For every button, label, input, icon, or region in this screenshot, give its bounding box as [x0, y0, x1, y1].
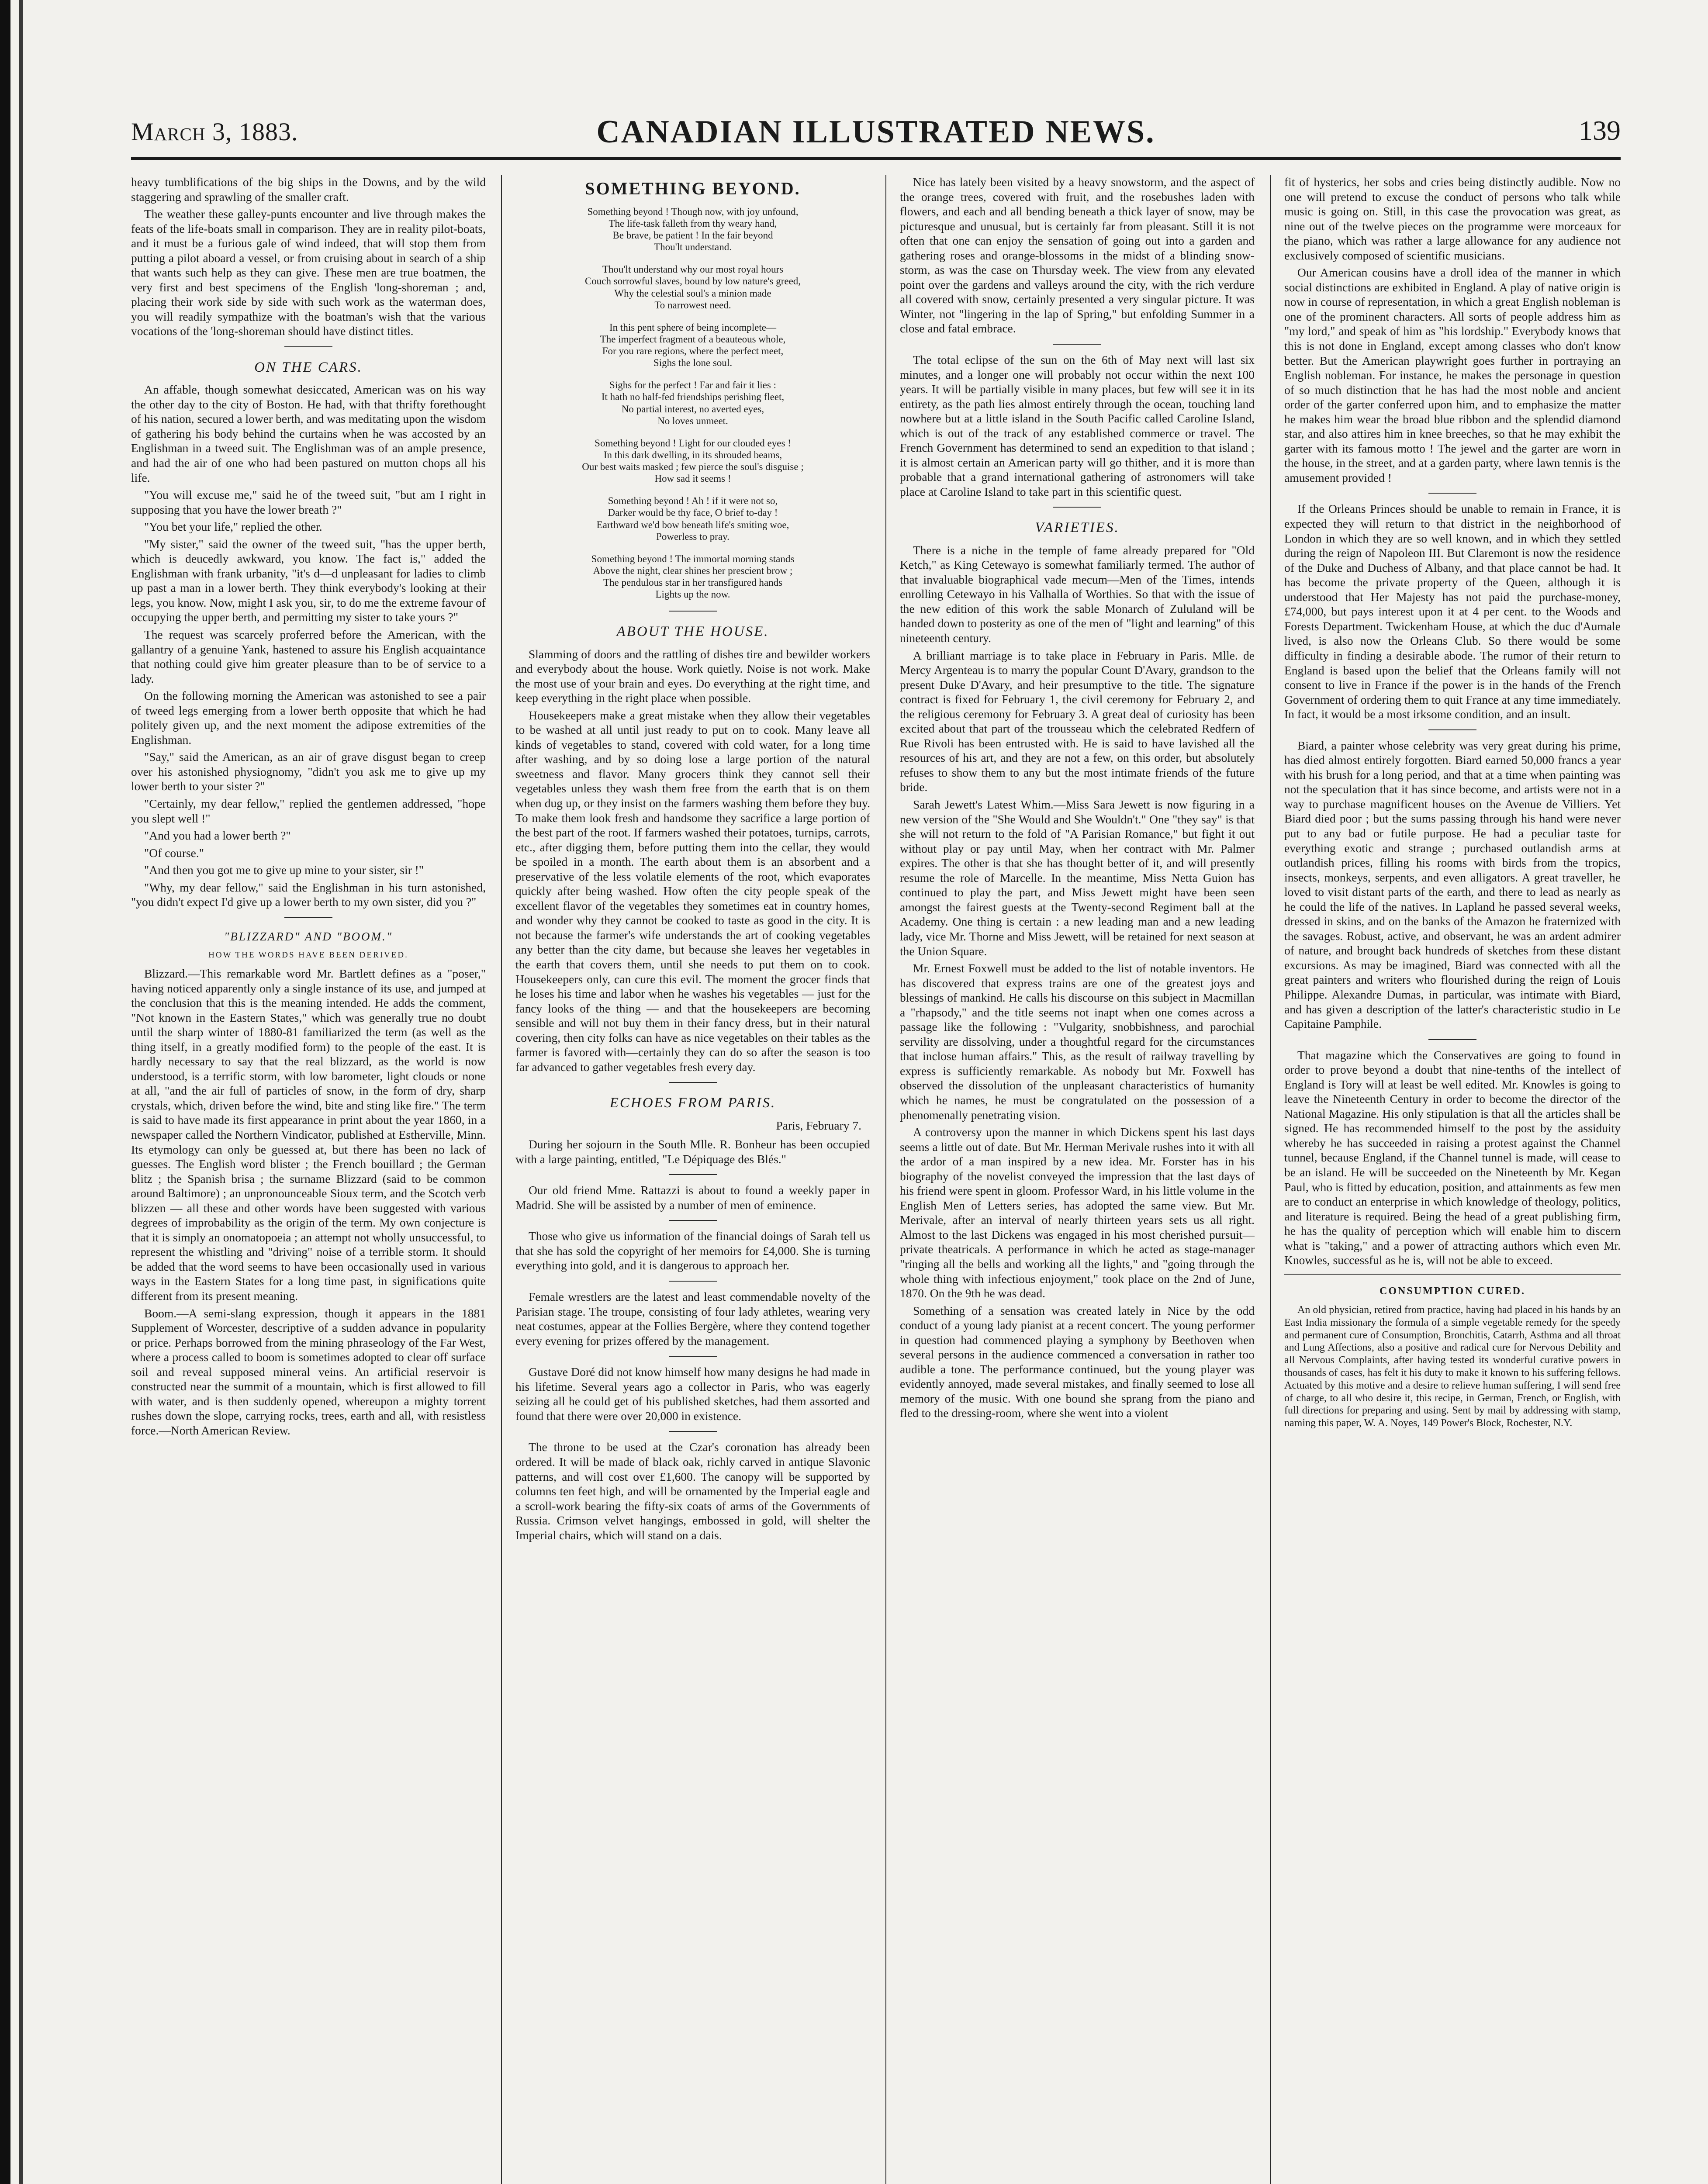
poem-line: In this dark dwelling, in its shrouded beams, — [603, 449, 782, 460]
paragraph: If the Orleans Princes should be unable to remain in France, it is expected they will return to that district in the neighborhood of London in which they are so well known, and in which they settled during the reign of Napoleon III. But Claremont is now the residence of the Duke and Duchess of Albany, and that place cannot be had. It has become the private property of the Queen, although it is understood that Her Majesty has not paid the purchase-money, £74,000, but pays interest upon it at 4 per cent. to the Woods and Forests Department. Twickenham House, at which the duc d'Aumale lived, is also now the Orleans Club. So there would be some difficulty in finding a desirable abode. The rumor of their return to England is based upon the belief that the Orleans family will not consent to live in France if the power is in the hands of the French Government of ordering them to quit France at any time immediately. In fact, it would be a most irksome condition, and an insult. — [1284, 502, 1621, 721]
poem-line: Sighs the lone soul. — [653, 357, 733, 369]
poem-stanza — [515, 495, 870, 543]
paragraph: Nice has lately been visited by a heavy snowstorm, and the aspect of the orange trees, covered with fruit, and the rosebushes laden with flowers, and each and all bending beneath a thick layer of snow, may be picturesque and unusual, but is certainly far from pleasant. Still it is not often that one can enjoy the sensation of going out into a garden and gathering roses and orange-blossoms in the midst of a blinding snow-storm, as was the case on Thursday week. The view from any elevated point over the gardens and valleys around the city, with the rich verdure all covered with snow, certainly presented a very singular picture. It was Winter, not "lingering in the lap of Spring," but enfolding Summer in a close and fatal embrace. — [900, 175, 1255, 335]
separator — [1053, 507, 1101, 508]
publication-title: CANADIAN ILLUSTRATED NEWS. — [596, 114, 1155, 150]
masthead — [131, 109, 1621, 160]
paragraph: The throne to be used at the Czar's coronation has already been ordered. It will be made of black oak, richly carved in antique Slavonic patterns, and will cost over £1,600. The canopy will be supported by columns ten feet high, and will be ornamented by the Imperial eagle and a scroll-work bearing the fifty-six coats of arms of the Governments of Russia. Crimson velvet hangings, embossed in gold, will shelter the Imperial chairs, which will stand on a dais. — [515, 1440, 870, 1542]
paragraph: "Certainly, my dear fellow," replied the gentlemen addressed, "hope you slept well !" — [131, 797, 486, 825]
poem-stanza — [515, 379, 870, 427]
newspaper-page — [131, 109, 1621, 2184]
poem-line: Something beyond ! Light for our clouded eyes ! — [595, 437, 791, 449]
paragraph: There is a niche in the temple of fame already prepared for "Old Ketch," as King Cetewayo is somewhat familiarly termed. The author of that invaluable biographical vade mecum—Men of the Times, intends enrolling Cetewayo in his Valhalla of Worthies. So that with the issue of the new edition of this work the sable Monarch of Zululand will be handed down to posterity as one of the men of "light and learning" of this nineteenth century. — [900, 543, 1255, 645]
column-rule — [1270, 175, 1271, 2184]
poem-stanza — [515, 437, 870, 485]
poem-line: Something beyond ! Ah ! if it were not so, — [608, 495, 778, 507]
paragraph: "Why, my dear fellow," said the Englishman in his turn astonished, "you didn't expect I'd give up a lower berth to my own sister, did you ?" — [131, 880, 486, 909]
column-1 — [131, 175, 486, 2184]
separator — [669, 611, 717, 612]
paragraph: That magazine which the Conservatives are going to found in order to prove beyond a doubt that nine-tenths of the intellect of England is Tory will at least be well edited. Mr. Knowles is going to leave the Nineteenth Century in order to become the director of the National Magazine. His only stipulation is that all the articles shall be signed. He has recommended himself to the post by the assiduity whereby he has succeeded in raising a protest against the Channel tunnel, because England, if the Channel tunnel is made, will cease to be an island. He will be succeeded on the Nineteenth by Mr. Kegan Paul, who is fitted by education, position, and attainments as few men are to conduct an enterprise in which knowledge of theology, politics, and literature is required. Being the head of a great publishing firm, he has the quality of perception which will enable him to discern what is "taking," and a power of attracting authors which even Mr. Knowles, successful as he is, will not be able to exceed. — [1284, 1048, 1621, 1267]
poem-line: How sad it seems ! — [654, 473, 731, 484]
columns — [131, 175, 1621, 2184]
poem-line: For you rare regions, where the perfect meet, — [602, 346, 784, 357]
separator-long — [1284, 1274, 1621, 1275]
paragraph: Slamming of doors and the rattling of dishes tire and bewilder workers and everybody about the house. Work quietly. Noise is not work. Make the most use of your brain and eyes. Do everything at the right time, and keep everything in the right place when possible. — [515, 647, 870, 705]
poem-line: Sighs for the perfect ! Far and fair it lies : — [609, 380, 776, 391]
paragraph: Mr. Ernest Foxwell must be added to the list of notable inventors. He has discovered that express trains are one of the greatest joys and blessings of mankind. He calls his discourse on this subject in Macmillan a "rhapsody," and the title seems not inapt when one comes across a passage like the following : "Vulgarity, snobbishness, and parochial servility are dissolving, under a thoughtful regard for the circumstances that inclose human affairs." This, as the result of railway travelling by express is sufficiently remarkable. As nobody but Mr. Foxwell has observed the dissolution of the unpleasant characteristics of humanity which he names, he must be congratulated on the possession of a phenomenally penetrating vision. — [900, 961, 1255, 1122]
paragraph: "Of course." — [144, 846, 204, 860]
paragraph: An affable, though somewhat desiccated, American was on his way the other day to the city of Boston. He had, with that thrifty forethought of his nation, secured a lower berth, and was meditating upon the wisdom of gathering his body behind the curtains when he was accosted by an Englishman in a tweed suit. The Englishman was of an ample presence, and had the air of one who had been pastured on mutton chops all his life. — [131, 383, 486, 484]
issue-date: March 3, 1883. — [131, 117, 298, 146]
paragraph: Something of a sensation was created lately in Nice by the odd conduct of a young lady pianist at a recent concert. The young performer in question had commenced playing a symphony by Beethoven when several persons in the audience commenced a conversation in rather too audible a tone. The performance continued, but the young player was evidently annoyed, made several mistakes, and finally seemed to lose all memory of the music. With one bound she sprang from the piano and fled to the dressing-room, where she went into a violent — [900, 1303, 1255, 1420]
separator — [669, 1431, 717, 1432]
separator — [669, 1356, 717, 1357]
separator — [669, 1082, 717, 1083]
poem-line: Be brave, be patient ! In the fair beyond — [612, 230, 773, 241]
poem-stanza — [515, 321, 870, 369]
heading-echoes-from-paris: ECHOES FROM PARIS. — [609, 1095, 776, 1111]
paragraph: "And then you got me to give up mine to your sister, sir !" — [144, 863, 424, 877]
poem-line: In this pent sphere of being incomplete— — [609, 321, 776, 333]
poem-line: The imperfect fragment of a beauteous whole, — [600, 333, 786, 345]
paragraph: A controversy upon the manner in which Dickens spent his last days seems a little out of date. But Mr. Herman Merivale rushes into it with all the ardor of a man inspired by a new idea. Mr. Forster has in his biography of the novelist conveyed the impression that the last days of his friend were spent in gloom. Professor Ward, in his little volume in the English Men of Letters series, has adopted the same view. But Mr. Merivale, after an interval of nearly thirteen years sets us all right. Almost to the last Dickens was engaged in his most cherished pursuit—private theatricals. A performance in which he acted as stage-manager "ringing all the bells and working all the lights," and "going through the whole thing with infectious enjoyment," took place on the 2nd of June, 1870. On the 9th he was dead. — [900, 1125, 1255, 1300]
paragraph: fit of hysterics, her sobs and cries being distinctly audible. Now no one will pretend to excuse the conduct of persons who talk while music is going on. Still, in this case the provocation was great, as nine out of the twelve pieces on the programme were morceaux for the piano, which was rather a large allowance for any audience not exclusively composed of scientific musicians. — [1284, 175, 1621, 262]
separator — [669, 1281, 717, 1282]
paragraph: "Say," said the American, as an air of grave disgust began to creep over his astonished physiognomy, "didn't you ask me to give up my lower berth to your sister ?" — [131, 750, 486, 793]
poem-line: The pendulous star in her transfigured hands — [603, 577, 783, 588]
paragraph: Our old friend Mme. Rattazzi is about to found a weekly paper in Madrid. She will be assisted by a number of men of eminence. — [515, 1183, 870, 1212]
poem-line: Earthward we'd bow beneath life's smiting woe, — [596, 519, 789, 530]
paragraph: "You will excuse me," said he of the tweed suit, "but am I right in supposing that you have the lower breath ?" — [131, 488, 486, 516]
column-rule — [885, 175, 886, 2184]
paragraph: Housekeepers make a great mistake when they allow their vegetables to be washed at all until just ready to put on to cook. Many leave all kinds of vegetables to stand, covered with cold water, for a long time after washing, and by so doing lose a large portion of the natural sweetness and flavor. Many grocers think they cannot sell their vegetables unless they wash them free from the earth that is on them when dug up, or they insist on the farmers washing them before they buy. To make them look fresh and handsome they sacrifice a large portion of the best part of the root. If farmers washed their potatoes, turnips, carrots, etc., after digging them, before putting them into the cellar, they would be spoiled in a month. The earth about them is an absorbent and a preservative of the less volatile elements of the root, which evaporates quickly after being washed. How often the city people speak of the excellent flavor of the vegetables they sometimes eat in country homes, and wonder why they cannot be cooked to taste as good in the city. It is not because the farmer's wife understands the art of cooking vegetables any better than the city dame, but because she leaves her vegetables in the earth that covers them, until she needs to put them on to cook. Housekeepers only, can cure this evil. The moment the grocer finds that he loses his time and labor when he washes his vegetables — just for the fancy looks of the thing — and that the housekeepers are becoming sensible and will not buy them in their fancy dress, but in their natural covering, then city folks can have as nice vegetables on their tables as the farmer is favored with—certainly they can do so after the season is too far advanced to gather vegetables fresh every day. — [515, 708, 870, 1074]
poem-line: Powerless to pray. — [656, 531, 730, 542]
separator — [669, 1174, 717, 1175]
paragraph: Gustave Doré did not know himself how many designs he had made in his lifetime. Several years ago a collector in Paris, who was eagerly seizing all he could get of his published sketches, had them assorted and found that there were over 20,000 in existence. — [515, 1365, 870, 1423]
heading-about-the-house: ABOUT THE HOUSE. — [616, 624, 769, 640]
paragraph: "My sister," said the owner of the tweed suit, "has the upper berth, which is deucedly awkward, you know. The fact is," added the Englishman with frank urbanity, "it's d—d unpleasant for ladies to climb up past a man in a lower berth. They think everybody's looking at their legs, you know. Now, might I ask you, sir, to do me the extreme favour of occupying the upper berth, and permitting my sister to take yours ?" — [131, 537, 486, 624]
separator — [1053, 344, 1101, 345]
binding-edge — [0, 0, 10, 2184]
poem-line: Our best waits masked ; few pierce the soul's disguise ; — [582, 461, 804, 473]
paragraph: Female wrestlers are the latest and least commendable novelty of the Parisian stage. The troupe, consisting of four lady athletes, wearing very neat costumes, appear at the Follies Bergère, where they contend together every evening for prizes offered by the management. — [515, 1290, 870, 1348]
separator — [669, 1220, 717, 1221]
poem-line: Thou'lt understand. — [654, 242, 732, 253]
poem-line: Something beyond ! Though now, with joy unfound, — [587, 206, 799, 217]
poem-line: It hath no half-fed friendships perishing fleet, — [601, 391, 785, 403]
poem-line: Above the night, clear shines her prescient brow ; — [593, 565, 793, 576]
poem-line: Couch sorrowful slaves, bound by low nature's greed, — [584, 276, 801, 287]
paragraph: The weather these galley-punts encounter and live through makes the feats of the life-boats small in comparison. They are in reality pilot-boats, and it must be a furious gale of wind indeed, that will stop them from putting a pilot aboard a vessel, or from cruising about in search of a ship that wants such help as they can give. These men are true boatmen, the very first and best specimens of the English 'long-shoreman ; and, placing their work side by side with such work as the waterman does, you will readily sympathize with the boatman's wish that the various vocations of the 'long-shoreman should have distinct titles. — [131, 207, 486, 338]
paragraph: On the following morning the American was astonished to see a pair of tweed legs emerging from a lower berth opposite that which he had politely given up, and the next moment the adipose extremities of the Englishman. — [131, 689, 486, 746]
subheading-words-derived: HOW THE WORDS HAVE BEEN DERIVED. — [208, 950, 408, 960]
binding-shadow — [19, 0, 23, 2184]
separator — [284, 917, 332, 918]
poem-line: The life-task falleth from thy weary hand, — [609, 218, 777, 229]
poem-stanza — [515, 553, 870, 601]
paragraph: Our American cousins have a droll idea of the manner in which social distinctions are exhibited in England. A play of native origin is now in course of representation, in which a great English nobleman is one of the prominent characters. All sorts of people address him as "my lord," and speak of him as "his lordship." Everybody knows that this is not done in England, except among classes who don't know better. But the American playwright goes further in portraying an English nobleman. For instance, he makes the personage in question of so much distinction that he has had the most noble and ancient order of the garter conferred upon him, and to emphasize the matter he makes him wear the broad blue ribbon and the splendid diamond star, and also attires him in knee breeches, so that he may exhibit the garter with its famous motto ! The jewel and the garter are worn in the house, in the street, and at a garden party, where lawn tennis is the amusement provided ! — [1284, 266, 1621, 484]
heading-varieties: VARIETIES. — [1035, 520, 1120, 536]
paragraph: Those who give us information of the financial doings of Sarah tell us that she has sold the copyright of her memoirs for £4,000. She is turning everything into gold, and it is dangerous to approach her. — [515, 1229, 870, 1272]
poem-line: Lights up the now. — [655, 589, 730, 600]
paragraph: "You bet your life," replied the other. — [144, 520, 322, 534]
heading-blizzard-and-boom: "BLIZZARD" AND "BOOM." — [224, 930, 393, 943]
paragraph: Boom.—A semi-slang expression, though it appears in the 1881 Supplement of Worcester, descriptive of a sudden advance in popularity or price. Perhaps borrowed from the mining phraseology of the Far West, where a process called to boom is sometimes adopted to clear off surface soil and reveal supposed mineral veins. An artificial reservoir is constructed near the summit of a mountain, which is first allowed to fill with water, and is then suddenly opened, whereupon a mighty torrent rushes down the slope, carrying rocks, trees, earth and all, with resistless force.—North American Review. — [131, 1306, 486, 1437]
dateline: Paris, February 7. — [776, 1118, 861, 1132]
poem-line: No loves unmeet. — [657, 415, 728, 426]
poem-line: Darker would be thy face, O brief to-day ! — [608, 507, 778, 518]
poem — [515, 206, 870, 601]
separator — [1428, 729, 1476, 730]
paragraph: Sarah Jewett's Latest Whim.—Miss Sara Jewett is now figuring in a new version of the "She Would and She Wouldn't." One "they say" is that she will not return to the fold of "A Parisian Romance," but fight it out without play or pay until May, when her contract with Mr. Palmer expires. The other is that she has thought better of it, and will presently resume the role of Marcelle. In the meantime, Miss Netta Guion has continued to play the part, and Miss Jewett might have been seen amongst the fairest guests at the Twenty-second Regiment ball at the Academy. One thing is certain : a new leading man and a new leading lady, vice Mr. Thorne and Miss Jewett, will be retained for next season at the Union Square. — [900, 798, 1255, 958]
paragraph: "And you had a lower berth ?" — [144, 829, 291, 843]
separator — [1428, 1039, 1476, 1040]
paragraph: Biard, a painter whose celebrity was very great during his prime, has died almost entirely forgotten. Biard earned 50,000 francs a year with his brush for a long period, and that at a time when painting was not the speculation that it has since become, and artists were not in a way to purchase magnificent houses on the Avenue de Villiers. Yet Biard died poor ; but the sums passing through his hand were never put to any bad or futile purpose. He had a peculiar taste for everything exotic and strange ; purchased outlandish arms at outlandish prices, filling his rooms with birds from the tropics, insects, monkeys, serpents, and even alligators. A great traveller, he loved to visit distant parts of the earth, and there to lead as nearly as he could the life of the natives. In Lapland he passed several weeks, dressed in skins, and on the banks of the Amazon he fraternized with the savages. Robust, active, and observant, he was an ardent admirer of nature, and brought back hundreds of sketches from these distant excursions. As may be imagined, Biard was connected with all the great painters and writers who flourished during the reign of Louis Philippe. Alexandre Dumas, in particular, was intimate with Biard, and has given a description of the latter's characteristic studio in Le Capitaine Pamphile. — [1284, 738, 1621, 1031]
paragraph: During her sojourn in the South Mlle. R. Bonheur has been occupied with a large painting, entitled, "Le Dépiquage des Blés." — [515, 1137, 870, 1166]
separator — [284, 346, 332, 347]
column-rule — [501, 175, 502, 2184]
paragraph: The total eclipse of the sun on the 6th of May next will last six minutes, and a longer one will probably not occur within the next 100 years. It will be partially visible in many places, but few will see it in its entirety, as the path lies almost entirely through the ocean, touching land nowhere but at a little island in the South Pacific called Caroline Island, which is out of the track of any established commerce or travel. The French Government has determined to send an expedition to that island ; it is almost certain an American party will go thither, and it is more than probable that a grand international gathering of astronomers will take place at Caroline Island to take part in this scientific quest. — [900, 353, 1255, 498]
heading-consumption-cured: CONSUMPTION CURED. — [1379, 1285, 1525, 1297]
column-2 — [515, 175, 870, 2184]
poem-stanza — [515, 206, 870, 253]
paragraph: A brilliant marriage is to take place in February in Paris. Mlle. de Mercy Argenteau is to marry the popular Count D'Avary, grandson to the present Duke D'Avary, and heir presumptive to the title. The signature contract is fixed for February 1, the civil ceremony for February 2, and the religious ceremony for February 3. A great deal of curiosity has been excited about that part of the trousseau which the celebrated Redfern of Rue Rivoli has been entrusted with. He is said to have lavished all the resources of his art, and they are not a few, on this order, but absolutely refuses to show them to any but the most intimate friends of the future bride. — [900, 648, 1255, 794]
poem-line: Why the celestial soul's a minion made — [614, 287, 771, 299]
poem-stanza — [515, 263, 870, 311]
column-3 — [900, 175, 1255, 2184]
paragraph: The request was scarcely proferred before the American, with the gallantry of a genuine Yank, hastened to assure his English acquaintance that nothing could give him greater pleasure than to be of service to a lady. — [131, 628, 486, 685]
paragraph: heavy tumblifications of the big ships in the Downs, and by the wild staggering and sprawling of the smaller craft. — [131, 175, 486, 204]
poem-line: No partial interest, no averted eyes, — [621, 403, 764, 415]
poem-line: To narrowest need. — [654, 299, 731, 311]
poem-line: Something beyond ! The immortal morning stands — [591, 553, 795, 564]
separator — [1428, 493, 1476, 494]
poem-line: Thou'lt understand why our most royal hours — [602, 264, 784, 275]
paragraph: Blizzard.—This remarkable word Mr. Bartlett defines as a "poser," having noticed apparently only a single instance of its use, and jumped at the conclusion that this is the meaning intended. He adds the comment, "Not known in the Eastern States," which was generally true no doubt until the sharp winter of 1880-81 familiarized the term (as well as the thing itself, in a greatly modified form) to the people of the east. It is hardly necessary to say that the real blizzard, as the world is now understood, is a terrific storm, with low barometer, light clouds or none at all, "and the air full of particles of snow, in the form of dry, sharp crystals, which, driven before the wind, bite and sting like fire." The term is said to have made its first appearance in print about the year 1860, in a newspaper called the Northern Vindicator, published at Estherville, Minn. Its etymology can only be guessed at, but there has been no lack of guesses. The English word blister ; the French bouillard ; the German blitz ; the Spanish brisa ; the surname Blizzard (said to be common around Baltimore) ; an unpronounceable Sioux term, and the Scotch verb blizzen — all these and other words have been suggested with various degrees of improbability as the origin of the term. My own conjecture is that it is simply an onomatopoeia ; an attempt not wholly unsuccessful, to represent the whistling and "driving" noise of a terrible storm. It should be added that the word seems to have been occasionally used in various ways in the Eastern States for a long time past, in significations quite different from its present meaning. — [131, 966, 486, 1303]
heading-something-beyond: SOMETHING BEYOND. — [585, 179, 801, 198]
advertisement: An old physician, retired from practice, having had placed in his hands by an East India missionary the formula of a simple vegetable remedy for the speedy and permanent cure of Consumption, Bronchitis, Catarrh, Asthma and all throat and Lung Affections, also a positive and radical cure for Nervous Debility and all Nervous Complaints, after having tested its wonderful curative powers in thousands of cases, has felt it his duty to make it known to his suffering fellows. Actuated by this motive and a desire to relieve human suffering, I will send free of charge, to all who desire it, this recipe, in German, French, or English, with full directions for preparing and using. Sent by mail by addressing with stamp, naming this paper, W. A. Noyes, 149 Power's Block, Rochester, N.Y. — [1284, 1304, 1621, 1429]
column-4 — [1284, 175, 1621, 2184]
heading-on-the-cars: ON THE CARS. — [254, 359, 363, 376]
page-number: 139 — [1579, 115, 1621, 146]
